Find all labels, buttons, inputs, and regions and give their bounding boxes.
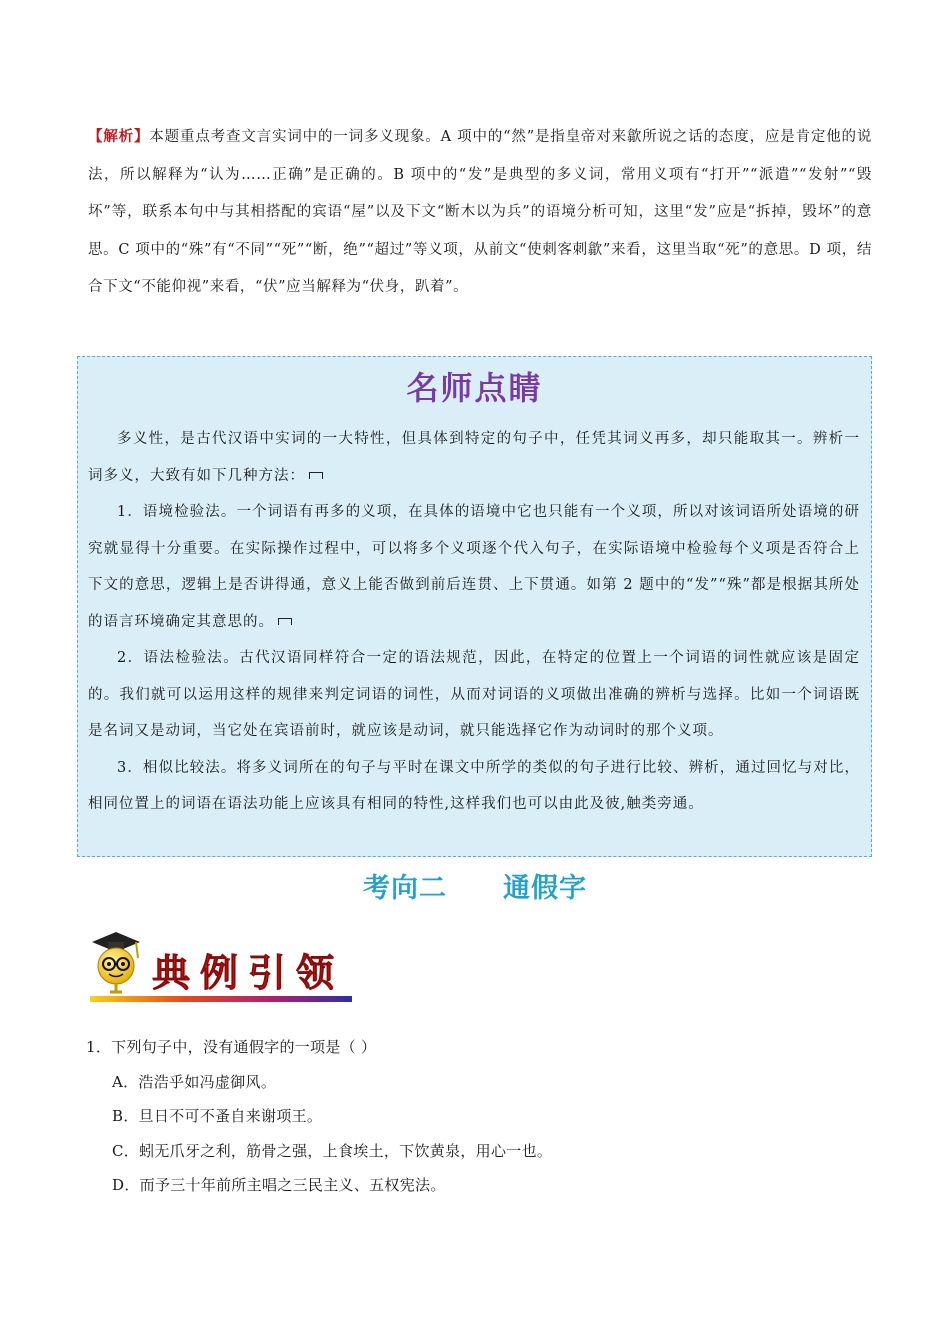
section-title-part1: 考向二	[363, 873, 447, 904]
edit-mark-icon	[309, 472, 323, 479]
tips-method-1	[88, 494, 860, 640]
analysis-text: 本题重点考查文言实词中的一词多义现象。A 项中的“然”是指皇帝对来歙所说之话的态度，应是肯定他的说法，所以解释为“认为……正确”是正确的。B 项中的“发”是典型的多义词，常用义项有“打开”“派遣”“发射”“毁坏”等，联系本句中与其相搭配的宾语“屋”以及下文“断木以为兵”的语境分析可知，这里“发”应是“拆掉，毁坏”的意思。C 项中的“殊”有“不同”“死”“断，绝”“超过”等义项，从前文“使刺客刺歙”来看，这里当取“死”的意思。D 项，结合下文“不能仰视”来看，“伏”应当解释为“伏身，趴着”。	[88, 129, 872, 295]
edit-mark-icon	[278, 618, 292, 625]
option-d[interactable]: D．而予三十年前所主唱之三民主义、五权宪法。	[112, 1176, 446, 1194]
banner-underline	[90, 996, 352, 1002]
option-c[interactable]: C．蚓无爪牙之利，筋骨之强，上食埃土，下饮黄泉，用心一也。	[112, 1141, 553, 1160]
tips-intro-text: 多义性，是古代汉语中实词的一大特性，但具体到特定的句子中，任凭其词义再多，却只能取其一。辨析一词多义，大致有如下几种方法：	[88, 431, 860, 484]
analysis-paragraph	[88, 118, 872, 307]
tips-box	[77, 356, 872, 857]
tips-method-1-text: 1．语境检验法。一个词语有再多的义项，在具体的语境中它也只能有一个义项，所以对该词语所处语境的研究就显得十分重要。在实际操作过程中，可以将多个义项逐个代入句子，在实际语境中检验每个义项是否符合上下文的意思，逻辑上是否讲得通，意义上能否做到前后连贯、上下贯通。如第 2 题中的“发”“殊”都是根据其所处的语言环境确定其意思的。	[88, 504, 860, 630]
banner-text: 典例引领	[152, 950, 345, 995]
tips-body	[88, 421, 860, 823]
tips-method-3: 3．相似比较法。将多义词所在的句子与平时在课文中所学的类似的句子进行比较、辨析，通过回忆与对比，相同位置上的词语在语法功能上应该具有相同的特性,这样我们也可以由此及彼,触类旁通。	[88, 759, 860, 812]
question-stem: 1．下列句子中，没有通假字的一项是（ ）	[86, 1038, 377, 1056]
option-a[interactable]: A．浩浩乎如冯虚御风。	[112, 1072, 277, 1091]
tips-method-2: 2．语法检验法。古代汉语同样符合一定的语法规范，因此，在特定的位置上一个词语的词性就应该是固定的。我们就可以运用这样的规律来判定词语的词性，从而对词语的义项做出准确的辨析与选择。比如一个词语既是名词又是动词，当它处在宾语前时，就应该是动词，就只能选择它作为动词时的那个义项。	[88, 650, 860, 739]
question-block	[86, 1030, 866, 1203]
option-b[interactable]: B．旦日不可不蚤自来谢项王。	[112, 1107, 323, 1125]
analysis-tag: 【解析】	[88, 128, 150, 145]
graduate-mascot-icon	[92, 932, 140, 992]
section-title-part2: 通假字	[503, 873, 587, 904]
section-title	[0, 866, 950, 905]
example-banner	[86, 926, 356, 1008]
tips-intro	[88, 421, 860, 494]
tips-title: 名师点睛	[406, 369, 543, 407]
